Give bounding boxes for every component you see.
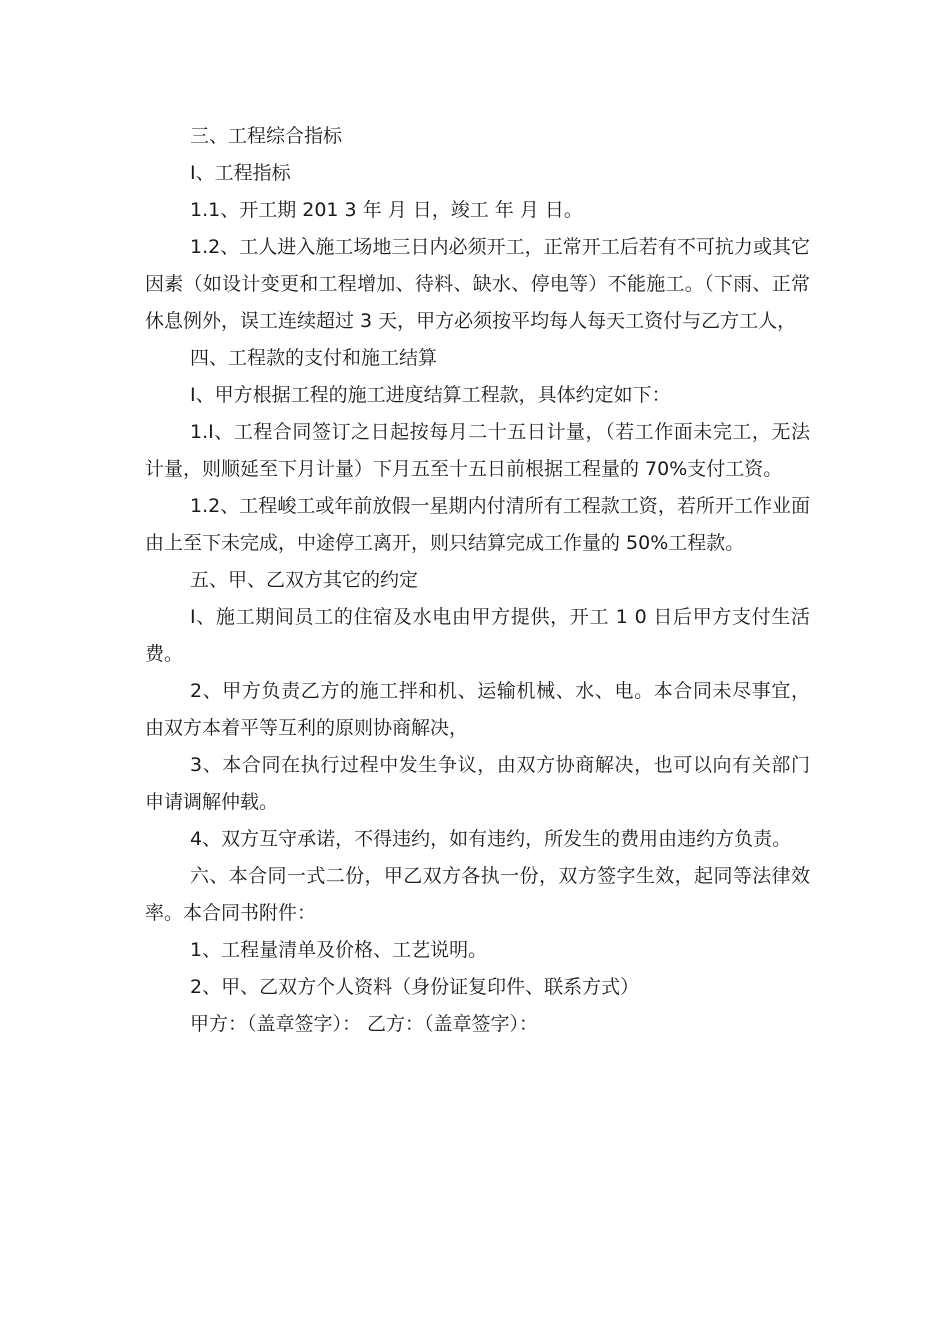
clause-payment-1-2: 1.2、工程峻工或年前放假一星期内付清所有工程款工资，若所开工作业面由上至下未完成，中途停工离开，则只结算完成工作量的 50%工程款。 xyxy=(145,495,810,554)
agreement-item-4: 4、双方互守承诺，不得违约，如有违约，所发生的费用由违约方负责。 xyxy=(190,828,792,850)
attachment-item-1: 1、工程量清单及价格、工艺说明。 xyxy=(190,939,488,961)
attachment-item-2: 2、甲、乙双方个人资料（身份证复印件、联系方式） xyxy=(190,976,640,998)
clause-1-1: 1.1、开工期 201 3 年 月 日，竣工 年 月 日。 xyxy=(190,199,583,221)
clause-1-2: 1.2、工人进入施工场地三日内必须开工，正常开工后若有不可抗力或其它因素（如设计变更和工程增加、待料、缺水、停电等）不能施工。（下雨、正常休息例外，误工连续超过 3 天，甲方必须按平均每人每天工资付与乙方工人， xyxy=(145,236,810,332)
section-heading-4: 四、工程款的支付和施工结算 xyxy=(190,347,438,369)
agreement-item-1: I、施工期间员工的住宿及水电由甲方提供，开工 1 0 日后甲方支付生活费。 xyxy=(145,606,810,665)
subsection-heading-project-indicators: I、工程指标 xyxy=(190,162,291,184)
clause-payment-1-1: 1.I、工程合同签订之日起按每月二十五日计量，（若工作面未完工，无法计量，则顺延至下月计量）下月五至十五日前根据工程量的 70%支付工资。 xyxy=(145,421,810,480)
section-heading-5: 五、甲、乙双方其它的约定 xyxy=(190,569,419,591)
document-body xyxy=(145,118,810,1043)
agreement-item-3: 3、本合同在执行过程中发生争议，由双方协商解决，也可以向有关部门申请调解仲载。 xyxy=(145,754,810,813)
agreement-item-2: 2、甲方负责乙方的施工拌和机、运输机械、水、电。本合同未尽事宜，由双方本着平等互利的原则协商解决， xyxy=(145,680,810,739)
section-heading-3: 三、工程综合指标 xyxy=(190,125,343,147)
subsection-heading-payment: I、甲方根据工程的施工进度结算工程款，具体约定如下： xyxy=(190,384,671,406)
section-heading-6: 六、本合同一式二份，甲乙双方各执一份，双方签字生效，起同等法律效率。本合同书附件： xyxy=(145,865,810,924)
signature-line: 甲方：（盖章签字）： 乙方：（盖章签字）： xyxy=(190,1013,539,1035)
